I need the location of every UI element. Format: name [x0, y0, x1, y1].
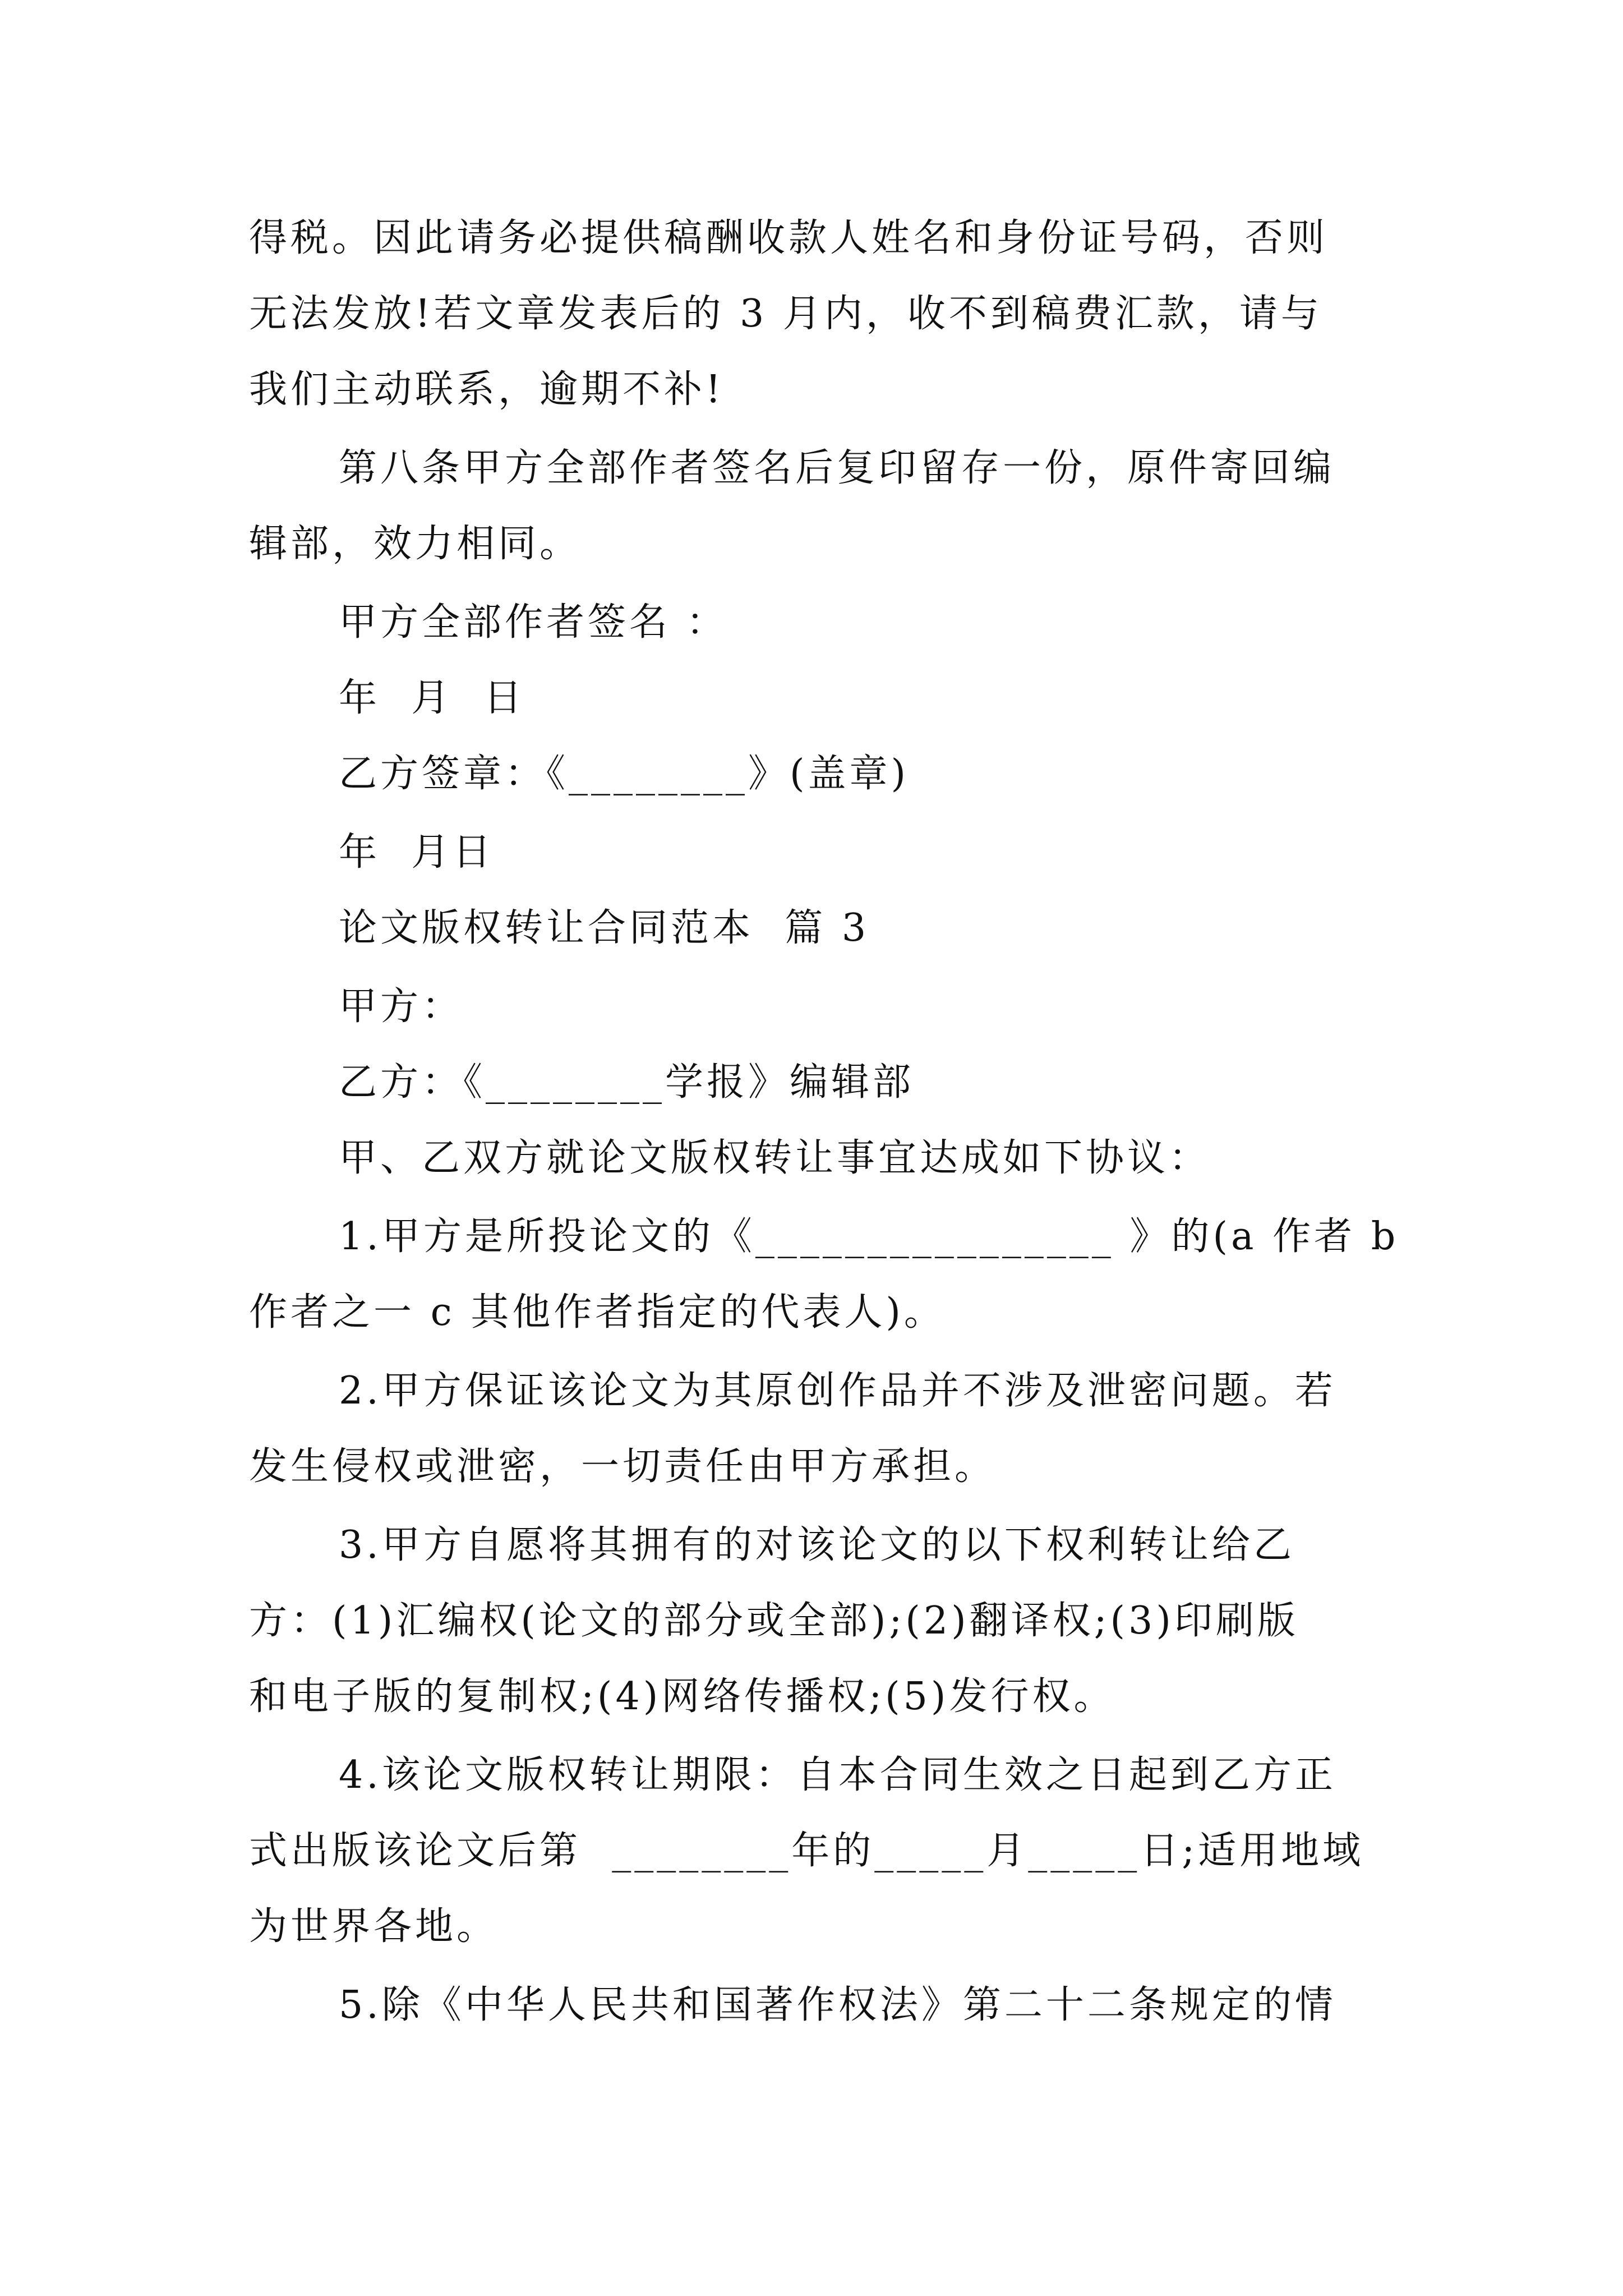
clause-2-line-1: 2.甲方保证该论文为其原创作品并不涉及泄密问题。若	[339, 1369, 1336, 1413]
clause-3-line-1: 3.甲方自愿将其拥有的对该论文的以下权利转让给乙	[339, 1523, 1295, 1567]
clause-3-line-2: 方：(1)汇编权(论文的部分或全部);(2)翻译权;(3)印刷版	[249, 1599, 1299, 1643]
clause-1-line-1: 1.甲方是所投论文的《________________ 》的(a 作者 b	[339, 1214, 1399, 1259]
clause-2-line-2: 发生侵权或泄密，一切责任由甲方承担。	[249, 1444, 997, 1489]
text-line-3: 我们主动联系，逾期不补!	[249, 367, 725, 412]
party-b-line: 乙方：《________学报》编辑部	[339, 1060, 915, 1105]
clause-5-line-1: 5.除《中华人民共和国著作权法》第二十二条规定的情	[339, 1983, 1336, 2027]
text-line-2: 无法发放!若文章发表后的 3 月内，收不到稿费汇款，请与	[249, 292, 1322, 336]
seal-line: 乙方签章：《________》(盖章)	[339, 752, 910, 796]
clause-3-line-3: 和电子版的复制权;(4)网络传播权;(5)发行权。	[249, 1674, 1115, 1719]
clause-4-line-1: 4.该论文版权转让期限：自本合同生效之日起到乙方正	[339, 1753, 1336, 1797]
text-line-1: 得税。因此请务必提供稿酬收款人姓名和身份证号码，否则	[249, 216, 1329, 260]
text-line-5: 辑部，效力相同。	[249, 522, 582, 566]
text-line-4: 第八条甲方全部作者签名后复印留存一份，原件寄回编	[339, 446, 1335, 490]
clause-1-line-2: 作者之一 c 其他作者指定的代表人)。	[249, 1290, 946, 1335]
signature-line: 甲方全部作者签名 ：	[339, 600, 728, 645]
date-line-2: 年 月日	[339, 830, 495, 875]
agreement-intro: 甲、乙双方就论文版权转让事宜达成如下协议：	[339, 1136, 1211, 1180]
date-line-1: 年 月 日	[339, 676, 525, 720]
section-title: 论文版权转让合同范本 篇 3	[339, 906, 870, 950]
clause-4-line-3: 为世界各地。	[249, 1904, 499, 1949]
clause-4-line-2: 式出版该论文后第 ________年的_____月_____日;适用地域	[249, 1829, 1364, 1873]
party-a-line: 甲方：	[339, 984, 464, 1029]
